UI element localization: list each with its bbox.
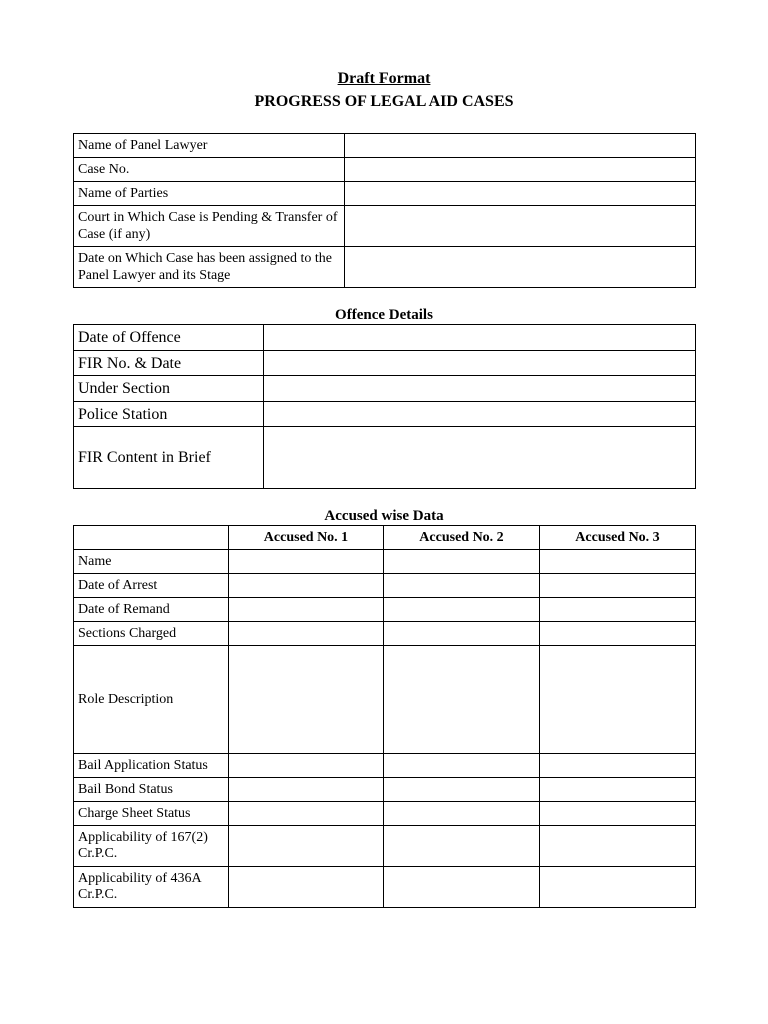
row-label: Name of Panel Lawyer	[74, 134, 345, 158]
value-cell[interactable]	[540, 574, 696, 598]
row-label: Role Description	[74, 646, 229, 754]
document-title: Draft Format	[337, 70, 431, 87]
table-row	[74, 247, 696, 288]
value-cell[interactable]	[229, 778, 384, 802]
value-cell[interactable]	[384, 802, 540, 826]
case-details-table	[73, 133, 696, 288]
value-cell[interactable]	[540, 802, 696, 826]
value-cell[interactable]	[229, 754, 384, 778]
row-label: Sections Charged	[74, 622, 229, 646]
table-row	[74, 134, 696, 158]
value-cell[interactable]	[540, 867, 696, 908]
table-row	[74, 598, 696, 622]
value-cell[interactable]	[229, 550, 384, 574]
accused-data-heading: Accused wise Data	[324, 508, 444, 524]
row-label: Under Section	[74, 376, 264, 402]
value-cell[interactable]	[540, 778, 696, 802]
value-cell[interactable]	[540, 826, 696, 867]
row-label: Court in Which Case is Pending & Transfer of Case (if any)	[74, 206, 345, 247]
row-label: FIR Content in Brief	[74, 427, 264, 489]
table-row	[74, 550, 696, 574]
table-row	[74, 622, 696, 646]
table-row	[74, 778, 696, 802]
row-label: Applicability of 436A Cr.P.C.	[74, 867, 229, 908]
value-cell[interactable]	[264, 325, 696, 351]
column-header-accused-1: Accused No. 1	[229, 526, 384, 550]
offence-details-heading: Offence Details	[335, 307, 433, 323]
row-label: Bail Application Status	[74, 754, 229, 778]
table-row	[74, 754, 696, 778]
table-row	[74, 158, 696, 182]
table-row	[74, 182, 696, 206]
value-cell[interactable]	[264, 376, 696, 402]
table-row	[74, 402, 696, 427]
value-cell[interactable]	[540, 646, 696, 754]
value-cell[interactable]	[384, 574, 540, 598]
document-subtitle: PROGRESS OF LEGAL AID CASES	[254, 93, 514, 110]
row-label: Charge Sheet Status	[74, 802, 229, 826]
value-cell[interactable]	[540, 598, 696, 622]
value-cell[interactable]	[345, 247, 696, 288]
row-label: Date of Arrest	[74, 574, 229, 598]
row-label: Date of Remand	[74, 598, 229, 622]
table-row	[74, 867, 696, 908]
value-cell[interactable]	[264, 351, 696, 376]
value-cell[interactable]	[384, 598, 540, 622]
value-cell[interactable]	[345, 158, 696, 182]
value-cell[interactable]	[229, 574, 384, 598]
table-row	[74, 802, 696, 826]
value-cell[interactable]	[264, 402, 696, 427]
table-row	[74, 646, 696, 754]
value-cell[interactable]	[540, 550, 696, 574]
value-cell[interactable]	[384, 754, 540, 778]
row-label: Applicability of 167(2) Cr.P.C.	[74, 826, 229, 867]
row-label: Date of Offence	[74, 325, 264, 351]
offence-details-table	[73, 324, 696, 489]
row-label: Bail Bond Status	[74, 778, 229, 802]
value-cell[interactable]	[384, 826, 540, 867]
row-label: Case No.	[74, 158, 345, 182]
accused-data-table	[73, 525, 696, 908]
table-row	[74, 427, 696, 489]
value-cell[interactable]	[384, 867, 540, 908]
table-row	[74, 376, 696, 402]
value-cell[interactable]	[264, 427, 696, 489]
row-label: Name	[74, 550, 229, 574]
header-row	[74, 526, 696, 550]
row-label: FIR No. & Date	[74, 351, 264, 376]
value-cell[interactable]	[384, 622, 540, 646]
table-row	[74, 826, 696, 867]
value-cell[interactable]	[384, 646, 540, 754]
value-cell[interactable]	[540, 622, 696, 646]
value-cell[interactable]	[229, 826, 384, 867]
table-row	[74, 206, 696, 247]
value-cell[interactable]	[384, 778, 540, 802]
column-header-accused-3: Accused No. 3	[540, 526, 696, 550]
value-cell[interactable]	[540, 754, 696, 778]
table-row	[74, 574, 696, 598]
row-label: Date on Which Case has been assigned to the Panel Lawyer and its Stage	[74, 247, 345, 288]
value-cell[interactable]	[229, 867, 384, 908]
value-cell[interactable]	[345, 206, 696, 247]
column-header	[74, 526, 229, 550]
value-cell[interactable]	[229, 802, 384, 826]
row-label: Name of Parties	[74, 182, 345, 206]
table-row	[74, 351, 696, 376]
value-cell[interactable]	[229, 622, 384, 646]
row-label: Police Station	[74, 402, 264, 427]
value-cell[interactable]	[345, 134, 696, 158]
column-header-accused-2: Accused No. 2	[384, 526, 540, 550]
table-row	[74, 325, 696, 351]
value-cell[interactable]	[229, 646, 384, 754]
value-cell[interactable]	[384, 550, 540, 574]
value-cell[interactable]	[345, 182, 696, 206]
value-cell[interactable]	[229, 598, 384, 622]
